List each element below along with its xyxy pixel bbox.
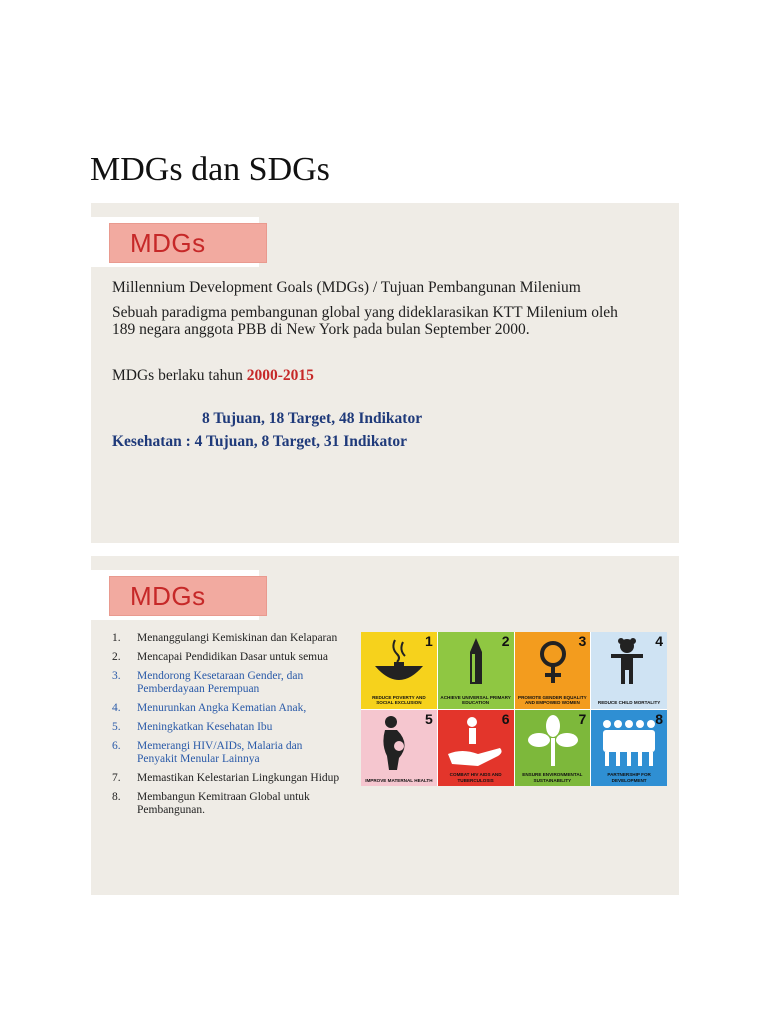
goal-item: 3. Mendorong Kesetaraan Gender, dan Pemberdayaan Perempuan (112, 670, 304, 695)
mdg-tile-2: 2 ACHIEVE UNIVERSAL PRIMARY EDUCATION (438, 632, 514, 709)
mdg-tile-5: 5 IMPROVE MATERNAL HEALTH (361, 710, 437, 787)
mdg-tile-7: 7 ENSURE ENVIRONMENTAL SUSTAINABILITY (515, 710, 591, 787)
period-years: 2000-2015 (246, 367, 314, 384)
goal-item: 2. Mencapai Pendidikan Dasar untuk semua (112, 651, 328, 663)
slide-label-box (109, 576, 267, 616)
mdgs-summary: 8 Tujuan, 18 Target, 48 Indikator (202, 410, 423, 427)
goal-item: 6. Memerangi HIV/AIDs, Malaria dan Penyakit Menular Lainnya (112, 740, 303, 765)
goal-list (112, 632, 342, 823)
mdgs-definition-line: Millennium Development Goals (MDGs) / Tujuan Pembangunan Milenium (112, 279, 581, 296)
goal-item: 7. Memastikan Kelestarian Lingkungan Hidup (112, 772, 340, 784)
goal-item: 1. Menanggulangi Kemiskinan dan Kelaparan (112, 632, 338, 644)
period-prefix: MDGs berlaku tahun (112, 367, 247, 384)
health-label: Kesehatan : (112, 433, 195, 450)
goal-item: 5. Meningkatkan Kesehatan Ibu (112, 721, 273, 733)
health-summary-row (112, 432, 407, 452)
mdg-tile-4: 4 REDUCE CHILD MORTALITY (591, 632, 667, 709)
mdg-tile-8: 8 PARTNERSHIP FOR DEVELOPMENT (591, 710, 667, 787)
page-title: MDGs dan SDGs (90, 151, 330, 188)
mdgs-period (112, 366, 314, 385)
mdg-icons-grid (361, 632, 667, 786)
slide-label: MDGs (130, 228, 206, 258)
slide-mdgs-goals (91, 556, 679, 895)
health-summary: 4 Tujuan, 8 Target, 31 Indikator (194, 433, 408, 450)
slide-mdgs-overview (91, 203, 679, 543)
goal-item: 4. Menurunkan Angka Kematian Anak, (112, 702, 307, 714)
mdgs-description-line-1: Sebuah paradigma pembangunan global yang dideklarasikan KTT Milenium oleh (112, 304, 618, 321)
mdgs-description-line-2: 189 negara anggota PBB di New York pada bulan September 2000. (112, 321, 530, 338)
mdg-tile-1: 1 REDUCE POVERTY AND SOCIAL EXCLUSION (361, 632, 437, 709)
slide-label: MDGs (130, 581, 206, 611)
goal-item: 8. Membangun Kemitraan Global untuk Pembangunan. (112, 791, 310, 816)
mdg-tile-3: 3 PROMOTE GENDER EQUALITY AND EMPOWED WOMEN (515, 632, 591, 709)
slide-label-box (109, 223, 267, 263)
mdg-tile-6: 6 COMBAT HIV AIDS AND TUBERCULOSIS (438, 710, 514, 787)
